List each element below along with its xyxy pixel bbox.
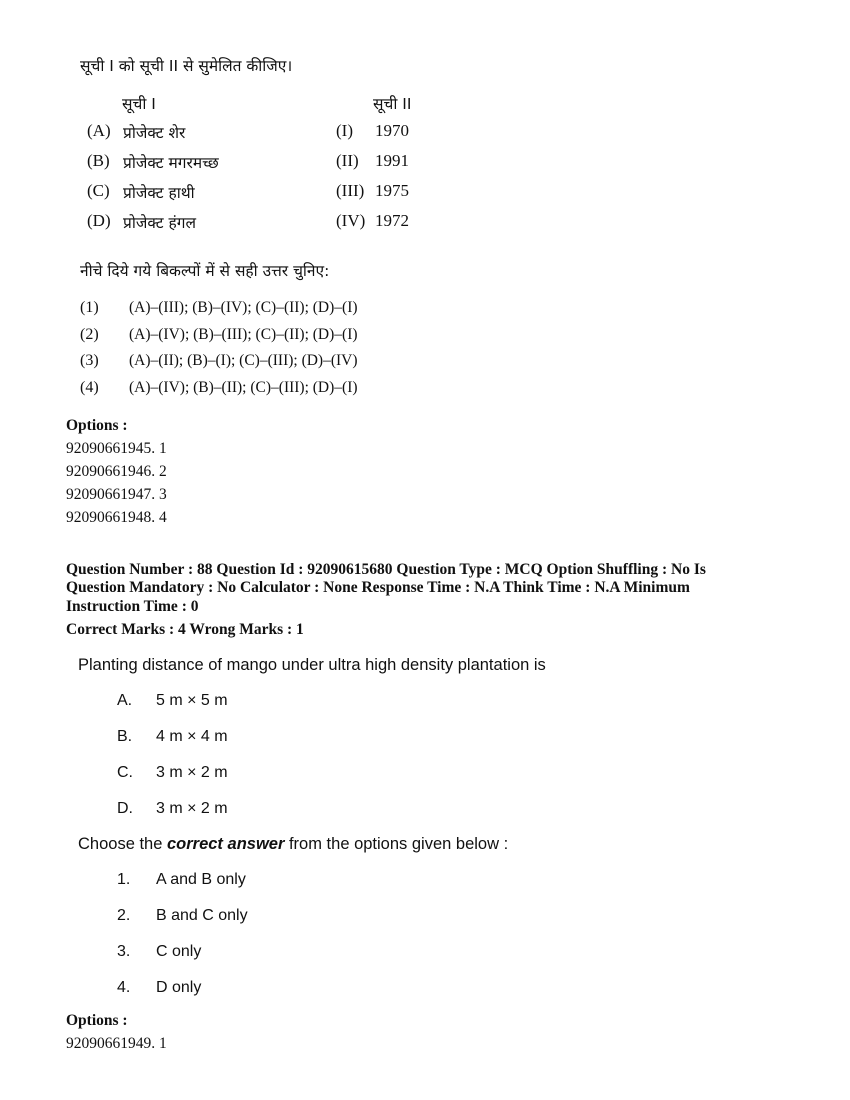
list1-heading: सूची I: [122, 95, 156, 113]
row-value-iii: 1975: [375, 181, 409, 200]
q88-item-text: 5 m × 5 m: [156, 692, 228, 709]
row-value-ii: 1991: [375, 151, 409, 170]
q87-choice-num: (1): [80, 299, 99, 316]
q87-choice-num: (4): [80, 379, 99, 396]
q87-option-id: 92090661948. 4: [66, 509, 167, 526]
q87-choice-text: (A)–(IV); (B)–(III); (C)–(II); (D)–(I): [129, 326, 358, 343]
row-value-iv: 1972: [375, 211, 409, 230]
q88-meta-line-3: Instruction Time : 0: [66, 598, 199, 615]
q87-choice-text: (A)–(II); (B)–(I); (C)–(III); (D)–(IV): [129, 352, 358, 369]
q87-choose-text: नीचे दिये गये बिकल्पों में से सही उत्तर चुनिए:: [80, 262, 330, 280]
q87-option-id: 92090661946. 2: [66, 463, 167, 480]
q88-item-label: B.: [117, 728, 133, 745]
q88-options-heading: Options :: [66, 1012, 128, 1029]
q87-choice-text: (A)–(III); (B)–(IV); (C)–(II); (D)–(I): [129, 299, 358, 316]
row-item-b: प्रोजेक्ट मगरमच्छ: [123, 154, 219, 172]
row-item-c: प्रोजेक्ट हाथी: [123, 184, 195, 202]
q88-answer-num: 3.: [117, 943, 131, 960]
row-value-i: 1970: [375, 121, 409, 140]
q87-choice-num: (2): [80, 326, 99, 343]
q88-answer-text: C only: [156, 943, 202, 960]
q88-meta-line-2: Question Mandatory : No Calculator : None Response Time : N.A Think Time : N.A Minimum: [66, 579, 690, 596]
q88-choose-suffix: from the options given below :: [284, 835, 509, 853]
q87-choice-num: (3): [80, 352, 99, 369]
q88-choose-line: [78, 835, 508, 854]
q88-option-id: 92090661949. 1: [66, 1035, 167, 1052]
q88-item-label: C.: [117, 764, 133, 781]
q88-answer-text: B and C only: [156, 907, 248, 924]
row-roman-iv: (IV): [336, 211, 366, 230]
row-item-d: प्रोजेक्ट हंगल: [123, 214, 196, 232]
q88-marks: Correct Marks : 4 Wrong Marks : 1: [66, 621, 304, 638]
q87-choice-text: (A)–(IV); (B)–(II); (C)–(III); (D)–(I): [129, 379, 358, 396]
q88-choose-prefix: Choose the: [78, 835, 167, 853]
q88-item-label: D.: [117, 800, 133, 817]
q88-answer-text: A and B only: [156, 871, 246, 888]
row-roman-iii: (III): [336, 181, 365, 200]
q87-option-id: 92090661945. 1: [66, 440, 167, 457]
row-item-a: प्रोजेक्ट शेर: [123, 124, 186, 142]
row-roman-ii: (II): [336, 151, 359, 170]
q88-question: Planting distance of mango under ultra high density plantation is: [78, 656, 546, 674]
q88-item-text: 3 m × 2 m: [156, 764, 228, 781]
list2-heading: सूची II: [373, 95, 412, 113]
q88-answer-text: D only: [156, 979, 202, 996]
row-label-d: (D): [87, 211, 111, 230]
row-roman-i: (I): [336, 121, 353, 140]
row-label-a: (A): [87, 121, 111, 140]
q88-answer-num: 1.: [117, 871, 131, 888]
q88-item-label: A.: [117, 692, 133, 709]
q88-choose-emphasis: correct answer: [166, 835, 285, 853]
q88-item-text: 4 m × 4 m: [156, 728, 228, 745]
q87-instruction: सूची I को सूची II से सुमेलित कीजिए।: [80, 57, 293, 75]
q88-answer-num: 2.: [117, 907, 131, 924]
row-label-b: (B): [87, 151, 110, 170]
q87-options-heading: Options :: [66, 417, 128, 434]
q88-answer-num: 4.: [117, 979, 131, 996]
q87-option-id: 92090661947. 3: [66, 486, 167, 503]
q88-meta-line-1: Question Number : 88 Question Id : 92090615680 Question Type : MCQ Option Shuffling : No Is: [66, 561, 706, 578]
row-label-c: (C): [87, 181, 110, 200]
q88-item-text: 3 m × 2 m: [156, 800, 228, 817]
